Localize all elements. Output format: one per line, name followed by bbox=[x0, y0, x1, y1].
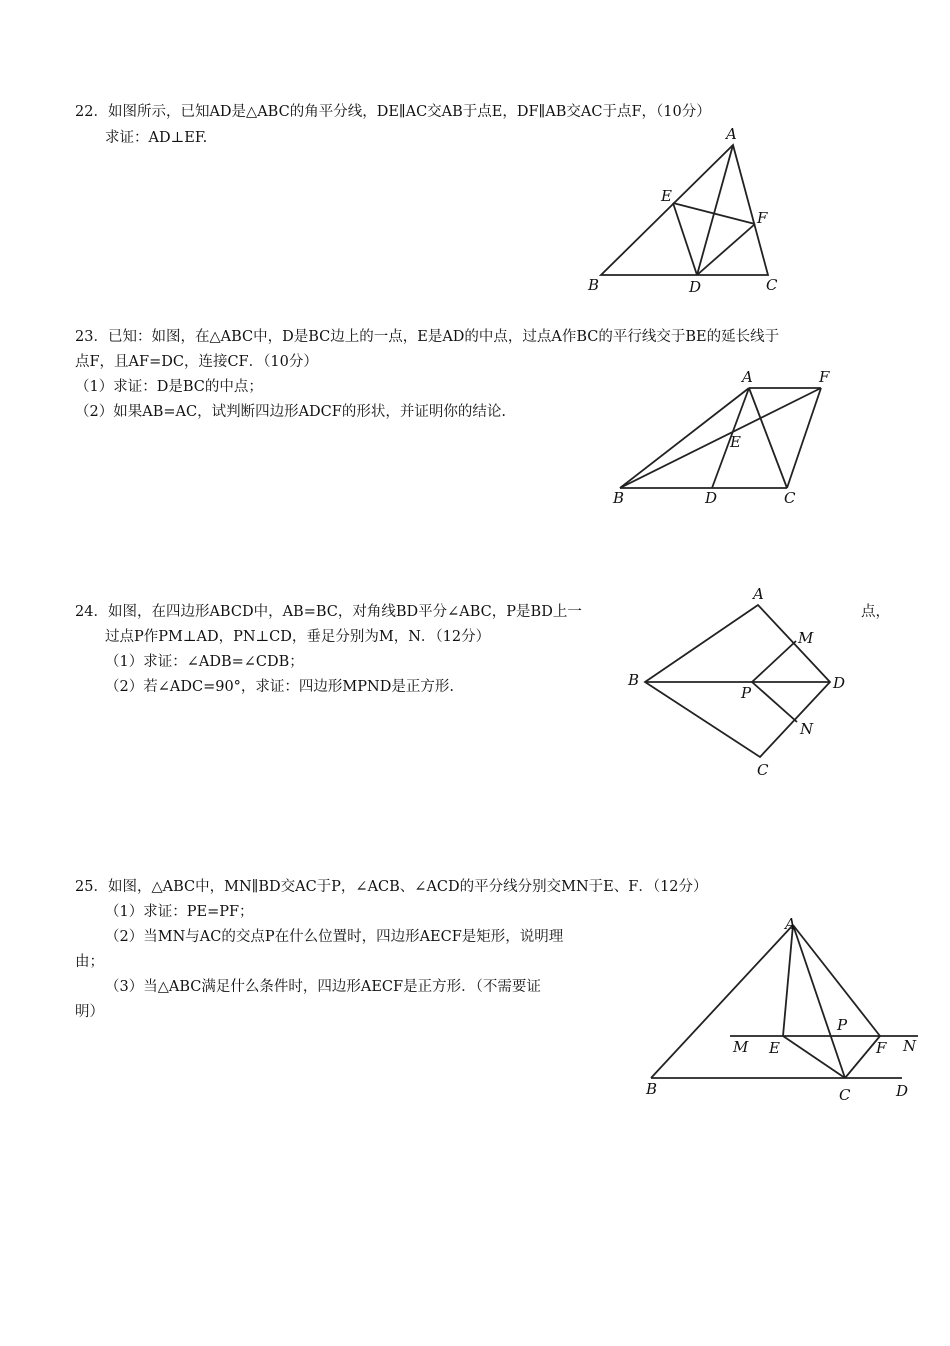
problem-22-figure bbox=[585, 125, 785, 300]
problem-25-figure bbox=[638, 905, 928, 1105]
label-b: B bbox=[646, 1080, 658, 1098]
label-n: N bbox=[800, 720, 814, 738]
label-c: C bbox=[766, 276, 778, 294]
problem-24-statement-2: 过点P作PM⊥AD，PN⊥CD，垂足分别为M，N．（12分） bbox=[105, 629, 491, 645]
label-f: F bbox=[876, 1039, 887, 1057]
segment-cf bbox=[845, 1036, 880, 1078]
label-b: B bbox=[613, 489, 625, 507]
problem-24-statement-1: 24．如图，在四边形ABCD中，AB=BC，对角线BD平分∠ABC，P是BD上一 bbox=[75, 604, 582, 620]
segment-pn bbox=[752, 682, 797, 722]
label-m: M bbox=[798, 629, 814, 647]
segment-bf bbox=[620, 388, 821, 488]
problem-23-part-1: （1）求证：D是BC的中点； bbox=[75, 379, 263, 395]
problem-24-part-2: （2）若∠ADC=90°，求证：四边形MPND是正方形. bbox=[105, 679, 454, 695]
label-b: B bbox=[588, 276, 600, 294]
label-d: D bbox=[705, 489, 718, 507]
label-e: E bbox=[730, 433, 741, 451]
segment-ae bbox=[783, 925, 793, 1036]
problem-25-part-3: （3）当△ABC满足什么条件时，四边形AECF是正方形．（不需要证 bbox=[105, 979, 541, 995]
problem-23-statement-1: 23．已知：如图，在△ABC中，D是BC边上的一点，E是AD的中点，过点A作BC的平行线交于BE的延长线于 bbox=[75, 329, 780, 345]
label-a: A bbox=[785, 915, 796, 933]
label-e: E bbox=[661, 187, 672, 205]
label-b: B bbox=[628, 671, 640, 689]
label-d: D bbox=[689, 278, 702, 296]
label-p: P bbox=[837, 1016, 848, 1034]
problem-23-figure bbox=[605, 365, 845, 510]
label-a: A bbox=[726, 125, 737, 143]
segment-ac bbox=[793, 925, 845, 1078]
segment-ac bbox=[749, 388, 787, 488]
label-c: C bbox=[839, 1086, 851, 1104]
label-p: P bbox=[741, 684, 752, 702]
segment-de bbox=[673, 203, 697, 275]
label-n: N bbox=[903, 1037, 917, 1055]
problem-25-statement: 25．如图，△ABC中，MN∥BD交AC于P，∠ACB、∠ACD的平分线分别交MN于E、F．（12分） bbox=[75, 879, 708, 895]
problem-24-figure bbox=[620, 585, 860, 785]
triangle-abc bbox=[601, 145, 768, 275]
problem-22-statement: 22．如图所示，已知AD是△ABC的角平分线，DE∥AC交AB于点E，DF∥AB交AC于点F，（10分） bbox=[75, 104, 711, 120]
label-f: F bbox=[819, 368, 830, 386]
label-c: C bbox=[784, 489, 796, 507]
label-f: F bbox=[757, 209, 768, 227]
problem-25-part-2-cont: 由； bbox=[75, 954, 104, 970]
segment-ef bbox=[673, 203, 755, 224]
segment-ce bbox=[783, 1036, 845, 1078]
segment-df bbox=[697, 224, 755, 275]
problem-25-part-3-cont: 明） bbox=[75, 1004, 104, 1020]
label-d: D bbox=[896, 1082, 909, 1100]
label-c: C bbox=[757, 761, 769, 779]
problem-25-part-2: （2）当MN与AC的交点P在什么位置时，四边形AECF是矩形，说明理 bbox=[105, 929, 564, 945]
label-a: A bbox=[753, 585, 764, 603]
label-d: D bbox=[833, 674, 846, 692]
problem-24-statement-1-end: 点， bbox=[861, 604, 890, 620]
label-e: E bbox=[769, 1039, 780, 1057]
problem-25-part-1: （1）求证：PE=PF； bbox=[105, 904, 254, 920]
label-m: M bbox=[733, 1038, 749, 1056]
problem-23-statement-2: 点F，且AF=DC，连接CF．（10分） bbox=[75, 354, 318, 370]
label-a: A bbox=[742, 368, 753, 386]
problem-24-part-1: （1）求证：∠ADB=∠CDB； bbox=[105, 654, 304, 670]
problem-22-prove: 求证：AD⊥EF. bbox=[105, 130, 208, 146]
segment-pm bbox=[752, 641, 796, 682]
problem-23-part-2: （2）如果AB=AC，试判断四边形ADCF的形状，并证明你的结论. bbox=[75, 404, 506, 420]
